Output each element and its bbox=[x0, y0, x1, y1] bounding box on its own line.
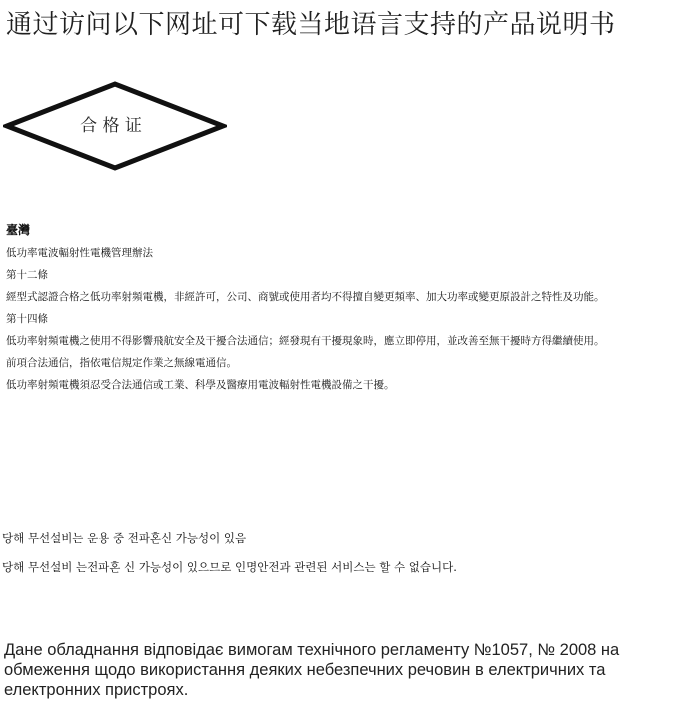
taiwan-paragraph: 低功率射頻電機之使用不得影響飛航安全及干擾合法通信；經發現有干擾現象時，應立即停用，並改善至無干擾時方得繼續使用。 bbox=[6, 335, 605, 347]
taiwan-regulatory-section bbox=[6, 224, 686, 401]
korea-notice-line: 당해 무선설비는 운용 중 전파혼신 가능성이 있음 bbox=[2, 531, 247, 545]
certificate-label: 合 格 证 bbox=[80, 116, 142, 136]
taiwan-heading: 臺灣 bbox=[6, 223, 31, 237]
taiwan-paragraph: 前項合法通信，指依電信規定作業之無線電通信。 bbox=[6, 357, 237, 369]
taiwan-paragraph: 經型式認證合格之低功率射頻電機，非經許可，公司、商號或使用者均不得擅自變更頻率、加大功率或變更原設計之特性及功能。 bbox=[6, 291, 605, 303]
page-title: 通过访问以下网址可下载当地语言支持的产品说明书 bbox=[6, 10, 616, 40]
taiwan-paragraph: 第十二條 bbox=[6, 269, 48, 281]
taiwan-paragraph: 低功率射頻電機須忍受合法通信或工業、科學及醫療用電波輻射性電機設備之干擾。 bbox=[6, 379, 395, 391]
korea-notice-line: 당해 무선설비 는전파혼 신 가능성이 있으므로 인명안전과 관련된 서비스는 할 수 없습니다. bbox=[2, 560, 457, 574]
ukraine-compliance-statement: Дане обладнання відповідає вимогам технічного регламенту №1057, № 2008 на обмеження щодо використання деяких небезпечних речовин в електричних та електронних пристроях. bbox=[4, 641, 620, 699]
taiwan-paragraph: 低功率電波輻射性電機管理辦法 bbox=[6, 247, 153, 259]
taiwan-paragraph: 第十四條 bbox=[6, 313, 48, 325]
certificate-diamond-mark bbox=[3, 80, 227, 172]
